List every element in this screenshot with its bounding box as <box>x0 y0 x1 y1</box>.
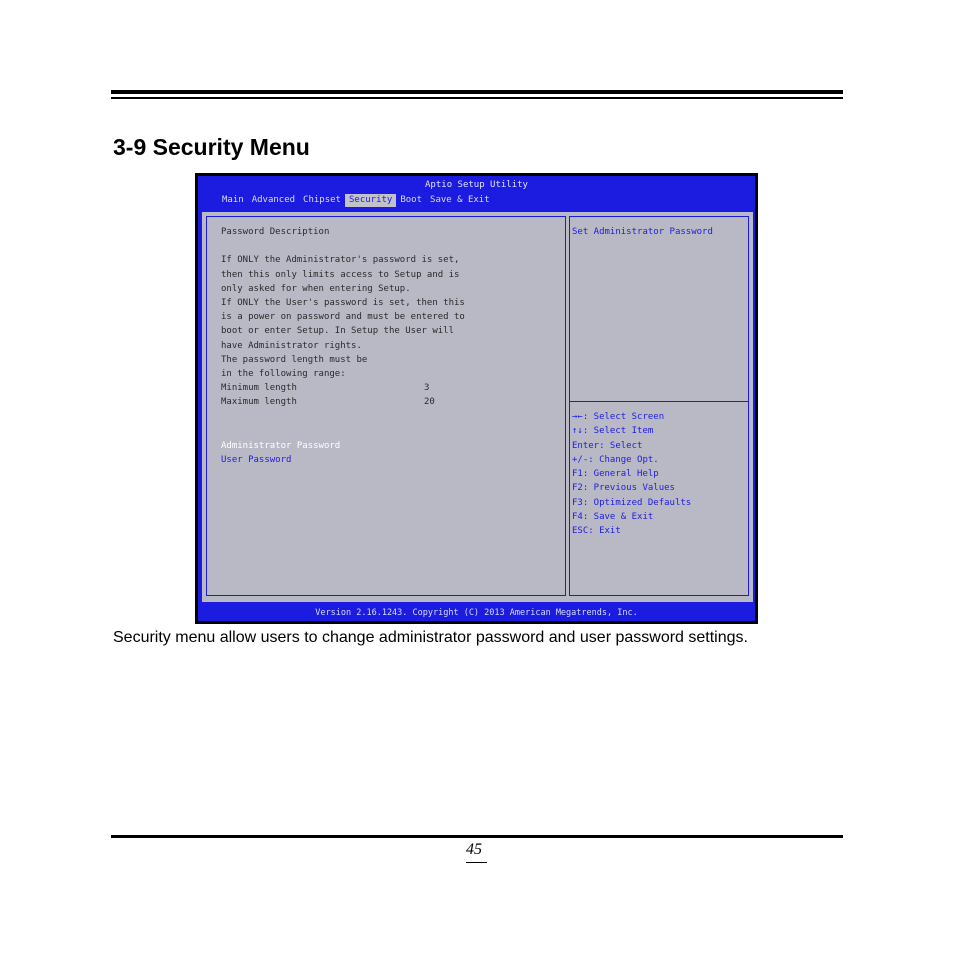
user-password-item[interactable]: User Password <box>221 455 292 465</box>
item-help-text: Set Administrator Password <box>572 227 713 237</box>
tab-main[interactable]: Main <box>222 195 244 205</box>
key-help-list <box>572 410 691 539</box>
maximum-length-value: 20 <box>424 397 435 407</box>
tab-advanced[interactable]: Advanced <box>251 195 296 205</box>
description-line: The password length must be <box>221 354 368 365</box>
bios-body <box>201 211 754 603</box>
page-number-underline <box>466 862 487 863</box>
key-help-item: +/-: Change Opt. <box>572 454 659 465</box>
bios-frame <box>198 176 755 621</box>
key-help-item: F3: Optimized Defaults <box>572 497 692 508</box>
description-line <box>221 239 465 253</box>
key-help-item: F1: General Help <box>572 469 659 480</box>
key-help-item: ↑↓: Select Item <box>572 426 654 437</box>
maximum-length-label: Maximum length <box>221 397 297 407</box>
help-divider <box>570 401 748 402</box>
bios-title: Aptio Setup Utility <box>425 180 528 190</box>
key-help-item: F2: Previous Values <box>572 483 675 494</box>
description-line: If ONLY the User's password is set, then this <box>221 297 465 308</box>
tab-chipset[interactable]: Chipset <box>303 195 341 205</box>
description-line: boot or enter Setup. In Setup the User will <box>221 326 454 337</box>
key-help-item: F4: Save & Exit <box>572 512 654 523</box>
bios-footer: Version 2.16.1243. Copyright (C) 2013 American Megatrends, Inc. <box>315 608 638 618</box>
footer-rule <box>111 835 843 838</box>
description-line: then this only limits access to Setup and is <box>221 269 460 280</box>
key-help-item: Enter: Select <box>572 440 643 451</box>
tab-boot[interactable]: Boot <box>400 195 423 205</box>
bios-tab-bar <box>218 194 494 207</box>
maximum-length-row <box>221 395 435 409</box>
description-line: have Administrator rights. <box>221 340 362 351</box>
minimum-length-value: 3 <box>424 383 430 393</box>
header-rule-thick <box>111 90 843 94</box>
bios-screenshot <box>195 173 758 624</box>
administrator-password-item[interactable]: Administrator Password <box>221 441 341 451</box>
key-help-item: ESC: Exit <box>572 526 621 537</box>
help-panel <box>569 216 749 596</box>
tab-security[interactable]: Security <box>345 194 396 207</box>
section-title: 3-9 Security Menu <box>113 134 310 160</box>
description-line: If ONLY the Administrator's password is set, <box>221 255 460 266</box>
header-rule-thin <box>111 97 843 99</box>
page-number: 45 <box>466 841 482 858</box>
password-description <box>221 225 465 381</box>
key-help-item: →←: Select Screen <box>572 412 665 422</box>
description-line: is a power on password and must be entered to <box>221 312 465 323</box>
minimum-length-label: Minimum length <box>221 383 297 393</box>
minimum-length-row <box>221 381 430 395</box>
tab-save-exit[interactable]: Save & Exit <box>430 195 490 205</box>
description-line: only asked for when entering Setup. <box>221 283 411 294</box>
settings-panel <box>206 216 566 596</box>
description-line: Password Description <box>221 227 330 237</box>
body-paragraph: Security menu allow users to change administrator password and user password settings. <box>113 629 748 646</box>
description-line: in the following range: <box>221 368 346 379</box>
